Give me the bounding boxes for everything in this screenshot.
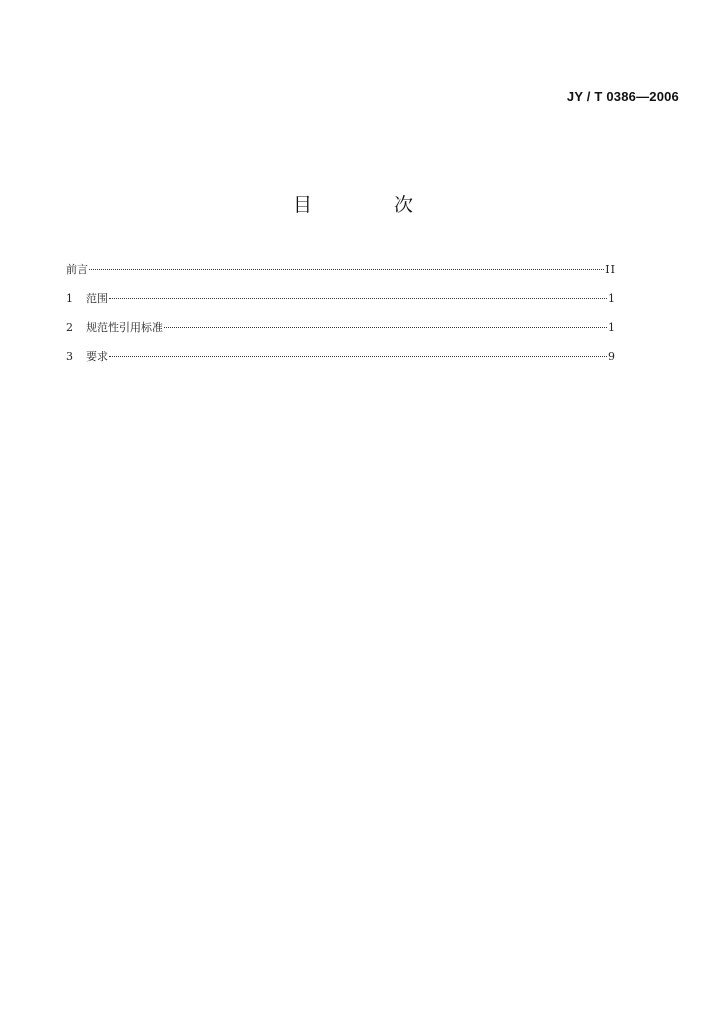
toc-entry-number: 3: [66, 350, 73, 363]
toc-leader-dots: [164, 327, 607, 328]
toc-entry-page: 1: [608, 321, 616, 334]
table-of-contents: [66, 263, 616, 379]
toc-entry-foreword[interactable]: [66, 263, 616, 292]
toc-entry-requirements[interactable]: [66, 350, 616, 379]
standard-code: JY / T 0386—2006: [566, 89, 679, 104]
toc-entry-number: 1: [66, 292, 73, 305]
toc-entry-label: 前言: [66, 263, 88, 276]
toc-entry-page: 9: [608, 350, 616, 363]
toc-entry-label: 规范性引用标准: [86, 321, 163, 334]
toc-entry-page: 1: [608, 292, 616, 305]
toc-title: 目 次: [292, 194, 452, 216]
toc-entry-label: 要求: [86, 350, 108, 363]
toc-entry-page: II: [605, 263, 616, 276]
toc-entry-normative-references[interactable]: [66, 321, 616, 350]
toc-leader-dots: [109, 356, 607, 357]
toc-entry-scope[interactable]: [66, 292, 616, 321]
toc-entry-number: 2: [66, 321, 73, 334]
toc-entry-label: 范围: [86, 292, 108, 305]
toc-leader-dots: [109, 298, 607, 299]
toc-leader-dots: [89, 269, 604, 270]
